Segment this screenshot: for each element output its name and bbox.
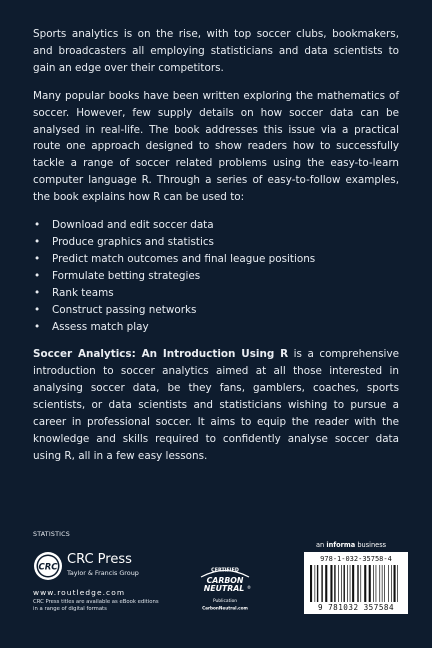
barcode-bar [369, 565, 371, 602]
closing-paragraph: Soccer Analytics: An Introduction Using R is a comprehensive introduction to soccer analytics aimed at all those interested in analysing soccer data, be they fans, gamblers, coaches, sports scientists, or data scientists and statisticians wishing to pursue a career in professional soccer. It aims to equip the reader with the knowledge and skills required to confidently analyse soccer data using R, all in a few easy lessons. [33, 348, 399, 462]
intro-paragraph: Sports analytics is on the rise, with top soccer clubs, bookmakers, and broadcasters all employing statisticians and data scientists to gain an edge over their competitors. [33, 28, 399, 74]
barcode-bar [397, 565, 398, 602]
bullet-icon: • [34, 286, 41, 299]
list-item: • Produce graphics and statistics [33, 234, 399, 251]
summary-paragraph: Many popular books have been written exploring the mathematics of soccer. However, few supply details on how soccer data can be analysed in real-life. The book addresses this issue via a practical route one approach designed to show readers how to successfully tackle a range of soccer related problems using the easy-to-learn computer language R. Through a series of easy-to-follow examples, the book explains how R can be used to: [33, 89, 399, 204]
barcode-bar [373, 565, 374, 602]
bullet-icon: • [34, 252, 41, 265]
barcode-bar [382, 565, 383, 602]
publisher-group: Taylor & Francis Group [67, 569, 139, 577]
svg-text:®: ® [247, 585, 251, 590]
blurb [33, 26, 399, 476]
crc-logo-icon [33, 551, 63, 581]
barcode-bar [341, 565, 342, 602]
barcode-bar [376, 565, 377, 602]
publisher-website[interactable]: www.routledge.com [33, 588, 126, 597]
svg-text:CERTIFIED: CERTIFIED [211, 568, 239, 574]
barcode-bar [364, 565, 366, 602]
barcode-bar [352, 565, 354, 602]
barcode-bar [350, 565, 351, 602]
barcode-bar [315, 565, 316, 602]
bullet-icon: • [34, 235, 41, 248]
informa-tagline: an informa business [316, 541, 387, 549]
svg-text:Publication: Publication [212, 599, 238, 604]
list-item: • Predict match outcomes and final league positions [33, 251, 399, 268]
barcode-bar [388, 565, 389, 602]
book-title: Soccer Analytics: An Introduction Using R [33, 348, 289, 361]
barcode-bar [384, 565, 385, 602]
barcode-bar [391, 565, 392, 602]
barcode-bar [344, 565, 345, 602]
bullet-icon: • [34, 303, 41, 316]
list-item: • Construct passing networks [33, 302, 399, 319]
list-item: • Assess match play [33, 319, 399, 336]
barcode-bar [321, 565, 322, 602]
list-item: • Download and edit soccer data [33, 217, 399, 234]
carbon-neutral-logo-icon [195, 562, 255, 614]
subject-category: STATISTICS [33, 531, 70, 538]
barcode-bar [394, 565, 396, 602]
barcode-bar [330, 565, 332, 602]
barcode-bar [310, 565, 312, 602]
barcode-bar [338, 565, 339, 602]
barcode-bar [347, 565, 348, 602]
isbn-barcode [304, 552, 408, 614]
barcode-bar [334, 565, 335, 602]
publisher-name: CRC Press [67, 552, 132, 567]
bullet-icon: • [34, 320, 41, 333]
ean-number: 9 781032 357584 [317, 603, 395, 612]
bullet-icon: • [34, 269, 41, 282]
isbn-number: 978-1-032-35758-4 [320, 555, 392, 563]
svg-text:CarbonNeutral.com: CarbonNeutral.com [202, 605, 248, 611]
svg-text:CRC: CRC [38, 562, 58, 573]
list-item: • Formulate betting strategies [33, 268, 399, 285]
barcode-bar [317, 565, 318, 602]
barcode-bar [357, 565, 358, 602]
svg-text:CARBON: CARBON [206, 576, 244, 585]
topics-list [33, 217, 399, 335]
barcode-bar [360, 565, 361, 602]
barcode-bars [310, 565, 402, 602]
bullet-icon: • [34, 219, 41, 232]
list-item: • Rank teams [33, 285, 399, 302]
ebook-note: CRC Press titles are available as eBook editions in a range of digital formats [33, 599, 159, 613]
barcode-bar [325, 565, 327, 602]
barcode-bar [379, 565, 380, 602]
svg-text:NEUTRAL: NEUTRAL [203, 584, 245, 593]
